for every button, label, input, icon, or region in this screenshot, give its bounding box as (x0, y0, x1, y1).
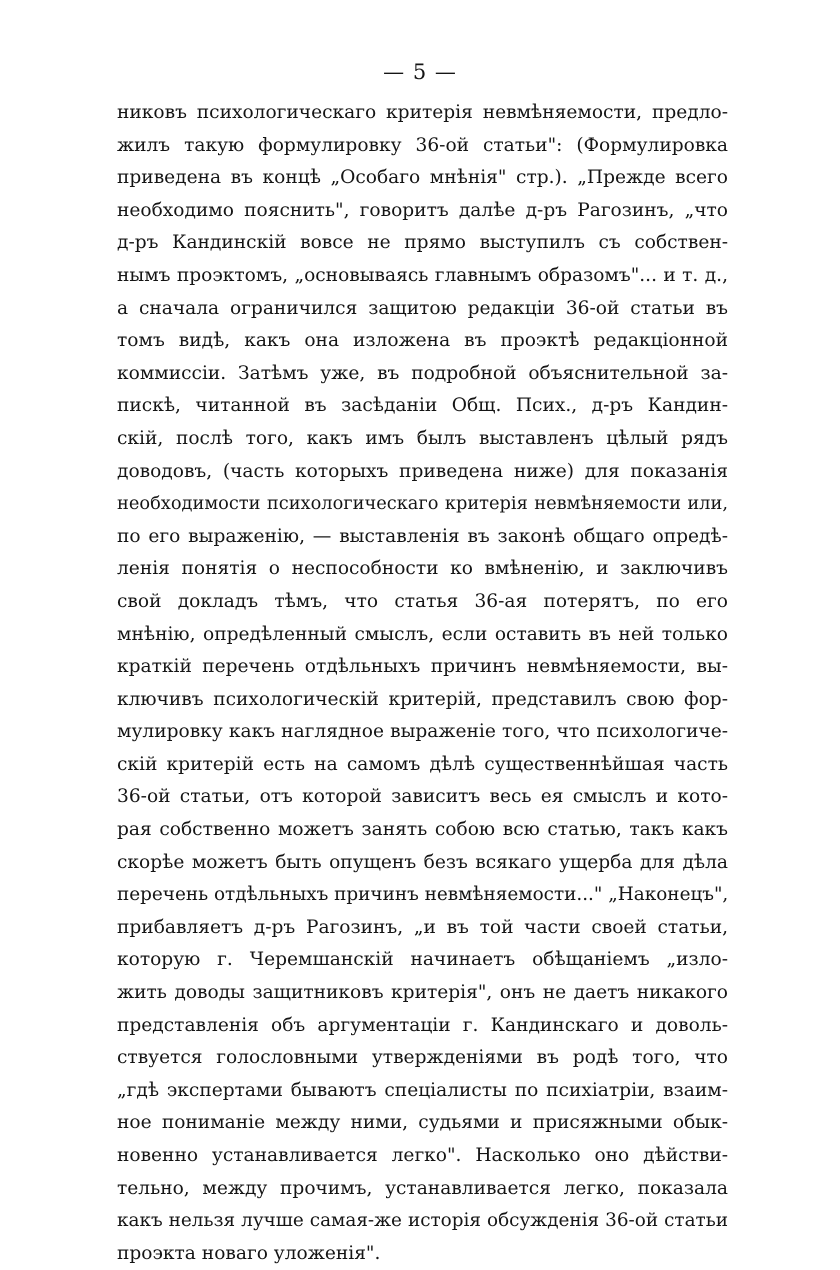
text-line: ленія понятія о неспособности ко вмѣненію, и заключивъ (117, 558, 728, 580)
text-line: д-ръ Кандинскій вовсе не прямо выступилъ съ собствен- (117, 232, 728, 254)
text-line: жилъ такую формулировку 36-ой статьи": (Формулировка (117, 134, 728, 156)
text-line: которую г. Черемшанскій начинаетъ обѣщаніемъ „изло- (117, 949, 728, 971)
text-line: томъ видѣ, какъ она изложена въ проэктѣ редакціонной (117, 330, 728, 352)
text-line: новенно устанавливается легко". Насколько оно дѣйстви- (117, 1145, 728, 1166)
text-line: а сначала ограничился защитою редакціи 36-ой статьи въ (117, 297, 728, 319)
text-line: приведена въ концѣ „Особаго мнѣнія" стр.). „Прежде всего (117, 167, 728, 189)
text-line: мулировку какъ наглядное выраженіе того, что психологиче- (117, 721, 728, 743)
text-line: прибавляетъ д-ръ Рагозинъ, „и въ той части своей статьи, (117, 916, 728, 938)
text-line: коммиссіи. Затѣмъ уже, въ подробной объяснительной за- (117, 362, 728, 384)
text-line: скорѣе можетъ быть опущенъ безъ всякаго ущерба для дѣла (117, 851, 728, 873)
text-line: рая собственно можетъ занять собою всю статью, такъ какъ (117, 819, 728, 841)
text-line: какъ нельзя лучше самая-же исторія обсужденія 36-ой статьи (117, 1210, 728, 1232)
text-line: жить доводы защитниковъ критерія", онъ не даетъ никакого (117, 982, 728, 1004)
body-text (117, 97, 728, 1270)
text-line: по его выраженію, — выставленія въ законѣ общаго опредѣ- (117, 525, 728, 547)
text-line: скій критерій есть на самомъ дѣлѣ существеннѣйшая часть (117, 753, 728, 775)
text-line: доводовъ, (часть которыхъ приведена ниже) для показанія (117, 460, 728, 482)
text-line: нымъ проэктомъ, „основываясь главнымъ образомъ"... и т. д., (117, 264, 728, 286)
text-line: необходимости психологическаго критерія невмѣняемости или, (117, 493, 728, 515)
text-line: никовъ психологическаго критерія невмѣняемости, предло- (117, 102, 728, 123)
text-line: необходимо пояснить", говоритъ далѣе д-ръ Рагозинъ, „что (117, 199, 728, 221)
text-line: „гдѣ экспертами бываютъ спеціалисты по психіатріи, взаим- (117, 1079, 728, 1101)
text-line: ствуется голословными утвержденіями въ родѣ того, что (117, 1047, 728, 1069)
text-line: проэкта новаго уложенія". (117, 1242, 381, 1264)
text-line: тельно, между прочимъ, устанавливается легко, показала (117, 1177, 728, 1199)
text-line: ключивъ психологическій критерій, представилъ свою фор- (117, 688, 728, 710)
text-line: мнѣнію, опредѣленный смыслъ, если оставить въ ней только (117, 623, 728, 645)
text-line: свой докладъ тѣмъ, что статья 36-ая потерятъ, по его (117, 590, 728, 612)
page-number: — 5 — (383, 60, 457, 84)
text-line: ное пониманіе между ними, судьями и присяжными обык- (117, 1112, 728, 1134)
text-line: 36-ой статьи, отъ которой зависитъ весь ея смыслъ и кото- (117, 786, 728, 808)
text-line: краткій перечень отдѣльныхъ причинъ невмѣняемости, вы- (117, 656, 728, 678)
text-line: перечень отдѣльныхъ причинъ невмѣняемости..." „Наконецъ", (117, 884, 729, 906)
text-line: представленія объ аргументаціи г. Кандинскаго и доволь- (117, 1014, 728, 1036)
text-line: скій, послѣ того, какъ имъ былъ выставленъ цѣлый рядъ (117, 427, 728, 449)
text-line: пискѣ, читанной въ засѣданіи Общ. Псих., д-ръ Кандин- (117, 395, 728, 417)
